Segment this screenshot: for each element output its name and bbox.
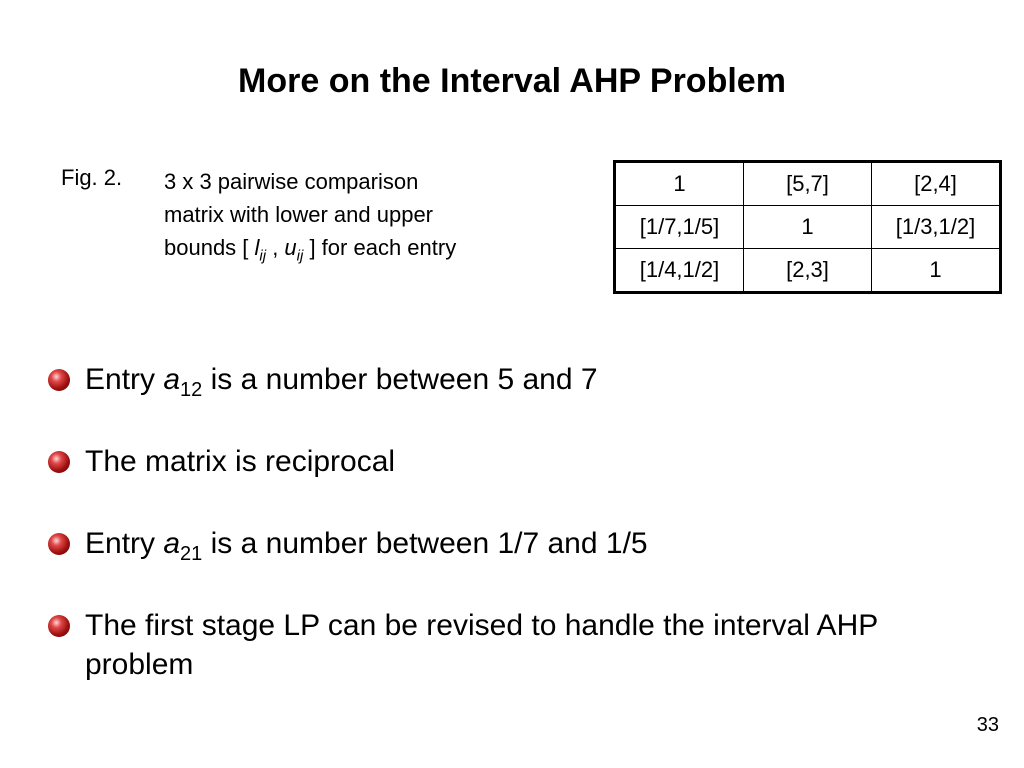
figure-caption	[164, 165, 564, 272]
caption-bounds-prefix: bounds [	[164, 235, 255, 260]
caption-line-3	[164, 231, 564, 272]
matrix-cell: [2,4]	[872, 162, 1001, 206]
bullet-dot-icon	[48, 369, 70, 391]
bullet-dot-icon	[48, 615, 70, 637]
entry-subscript: 12	[180, 379, 203, 401]
bullet-item	[48, 442, 945, 481]
bullet-item	[48, 606, 945, 684]
figure-label: Fig. 2.	[61, 165, 123, 190]
matrix-cell: 1	[615, 162, 744, 206]
entry-variable: a	[163, 527, 181, 560]
bullet-text-suffix: is a number between 5 and 7	[202, 363, 598, 396]
bullet-text-prefix: Entry	[85, 527, 164, 560]
bullet-dot-icon	[48, 451, 70, 473]
bullet-text	[85, 524, 945, 574]
upper-bound-subscript: ij	[296, 247, 304, 265]
entry-variable: a	[163, 363, 181, 396]
bullet-item	[48, 360, 945, 410]
caption-line-2: matrix with lower and upper	[164, 202, 434, 227]
matrix-cell: [5,7]	[744, 162, 872, 206]
lower-bound-letter: l	[254, 235, 260, 260]
bullet-text-suffix: is a number between 1/7 and 1/5	[202, 527, 648, 560]
matrix-cell: 1	[872, 249, 1001, 293]
caption-line-1: 3 x 3 pairwise comparison	[164, 169, 419, 194]
bullet-text: The matrix is reciprocal	[85, 445, 396, 478]
slide-title: More on the Interval AHP Problem	[238, 62, 786, 100]
bullet-text	[85, 360, 945, 410]
matrix-row	[615, 249, 1001, 293]
matrix-cell: 1	[744, 206, 872, 249]
caption-bounds-suffix: ] for each entry	[303, 235, 457, 260]
lower-bound-subscript: ij	[259, 247, 267, 265]
matrix-cell: [1/3,1/2]	[872, 206, 1001, 249]
bullet-text: The first stage LP can be revised to handle the interval AHP problem	[85, 609, 878, 681]
bullet-dot-icon	[48, 533, 70, 555]
lower-bound-symbol	[254, 235, 267, 265]
upper-bound-letter: u	[284, 235, 297, 260]
bullet-item	[48, 524, 945, 574]
upper-bound-symbol	[284, 235, 304, 265]
caption-comma: ,	[266, 235, 285, 260]
comparison-matrix	[613, 160, 1002, 294]
bullet-text-prefix: Entry	[85, 363, 164, 396]
matrix-row	[615, 206, 1001, 249]
page-number: 33	[976, 714, 999, 736]
matrix-cell: [1/7,1/5]	[615, 206, 744, 249]
entry-subscript: 21	[180, 543, 203, 565]
matrix-cell: [1/4,1/2]	[615, 249, 744, 293]
matrix-cell: [2,3]	[744, 249, 872, 293]
matrix-row	[615, 162, 1001, 206]
